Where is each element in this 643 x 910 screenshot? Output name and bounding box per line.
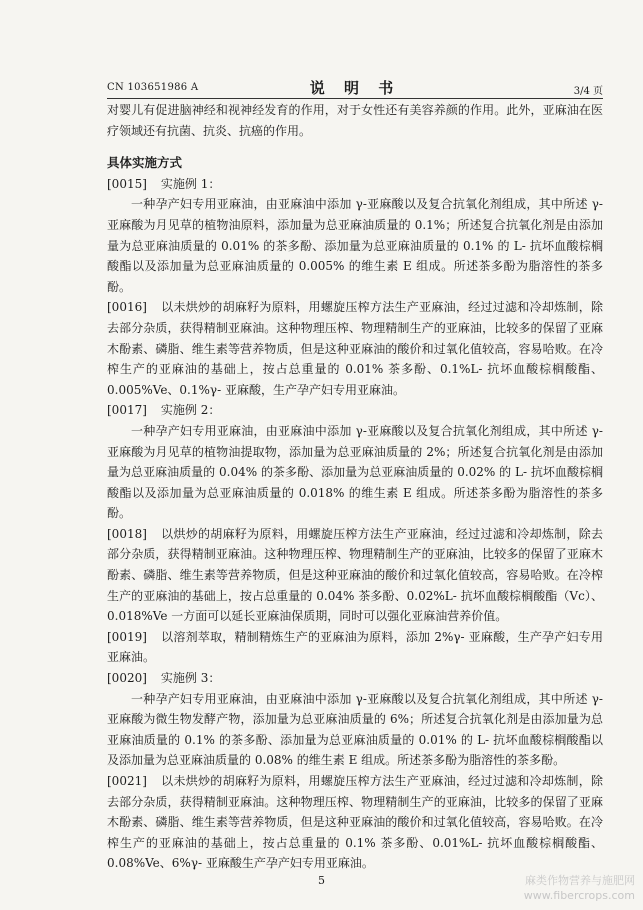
paragraph-tag: [0020] (107, 671, 147, 686)
paragraph-list (107, 174, 603, 874)
document-body (107, 100, 603, 874)
paragraph-text: 以烘炒的胡麻籽为原料，用螺旋压榨方法生产亚麻油，经过过滤和冷却炼制，除去部分杂质，获得精制亚麻油。这种物理压榨、物理精制生产的亚麻油，比较多的保留了亚麻木酚素、磷脂、维生素等营养物质，但是这种亚麻油的酸价和过氧化值较高，容易哈败。在冷榨生产的亚麻油的基础上，按占总重量的 0.04% 茶多酚、0.02%L- 抗坏血酸棕榈酸酯（Vc）、0.018%Ve 一方面可以延长亚麻油保质期，同时可以强化亚麻油营养价值。 (107, 526, 603, 624)
paragraph-text: 一种孕产妇专用亚麻油，由亚麻油中添加 γ-亚麻酸以及复合抗氧化剂组成，其中所述 γ-亚麻酸为月见草的植物油原料，添加量为总亚麻油质量的 0.1%；所述复合抗氧化剂是由添加量为总亚麻油质量的 0.01% 的茶多酚、添加量为总亚麻油质量的 0.1% 的 L- 抗坏血酸棕榈酸酯以及添加量为总亚麻油质量的 0.005% 的维生素 E 组成。所述茶多酚为脂溶性的茶多酚。 (107, 197, 603, 294)
paragraph-text: 一种孕产妇专用亚麻油，由亚麻油中添加 γ-亚麻酸以及复合抗氧化剂组成，其中所述 γ-亚麻酸为月见草的植物油提取物，添加量为总亚麻油质量的 2%；所述复合抗氧化剂是由添加量为总亚麻油质量的 0.04% 的茶多酚、添加量为总亚麻油质量的 0.02% 的 L- 抗坏血酸棕榈酸酯以及添加量为总亚麻油质量的 0.018% 的维生素 E 组成。所述茶多酚为脂溶性的茶多酚。 (107, 423, 603, 521)
paragraph-tag: [0018] (107, 526, 147, 541)
document-title: 说 明 书 (309, 79, 401, 97)
page-indicator: 3/4 页 (573, 86, 603, 97)
paragraph (107, 627, 603, 668)
paragraph (107, 524, 603, 627)
paragraph-text: 以未烘炒的胡麻籽为原料，用螺旋压榨方法生产亚麻油，经过过滤和冷却炼制，除去部分杂质，获得精制亚麻油。这种物理压榨、物理精制生产的亚麻油，比较多的保留了亚麻木酚素、磷脂、维生素等营养物质，但是这种亚麻油的酸价和过氧化值较高，容易哈败。在冷榨生产的亚麻油的基础上，按占总重量的 0.1% 茶多酚、0.01%L- 抗坏血酸棕榈酸酯、0.08%Ve、6%γ- 亚麻酸生产孕产妇专用亚麻油。 (107, 774, 603, 871)
paragraph-tag: [0015] (107, 176, 147, 191)
paragraph-text: 实施例 3： (160, 671, 221, 686)
page-number: 5 (318, 874, 325, 887)
paragraph-text: 实施例 1： (160, 176, 221, 191)
paragraph (107, 689, 603, 771)
paragraph-text: 一种孕产妇专用亚麻油，由亚麻油中添加 γ-亚麻酸以及复合抗氧化剂组成，其中所述 γ-亚麻酸为微生物发酵产物，添加量为总亚麻油质量的 6%；所述复合抗氧化剂是由添加量为总亚麻油质量的 0.1% 的茶多酚、添加量为总亚麻油质量的 0.01% 的 L- 抗坏血酸棕榈酸酯以及添加量为总亚麻油质量的 0.08% 的维生素 E 组成。所述茶多酚为脂溶性的茶多酚。 (107, 691, 603, 768)
paragraph (107, 400, 603, 421)
paragraph-text: 以未烘炒的胡麻籽为原料，用螺旋压榨方法生产亚麻油，经过过滤和冷却炼制，除去部分杂质，获得精制亚麻油。这种物理压榨、物理精制生产的亚麻油，比较多的保留了亚麻木酚素、磷脂、维生素等营养物质，但是这种亚麻油的酸价和过氧化值较高，容易哈败。在冷榨生产的亚麻油的基础上，按占总重量的 0.01% 茶多酚、0.1%L- 抗坏血酸棕榈酸酯、0.005%Ve、0.1%γ- 亚麻酸，生产孕产妇专用亚麻油。 (107, 300, 603, 397)
paragraph-tag: [0016] (107, 300, 147, 315)
paragraph-tag: [0019] (107, 629, 147, 644)
paragraph (107, 771, 603, 874)
paragraph-text: 以溶剂萃取，精制精炼生产的亚麻油为原料，添加 2%γ- 亚麻酸，生产孕产妇专用亚麻油。 (107, 629, 603, 665)
watermark-url: www.fibercrops.com (523, 889, 635, 902)
document-number: CN 103651986 A (107, 82, 199, 93)
paragraph (107, 174, 603, 195)
paragraph-tag: [0017] (107, 403, 147, 418)
paragraph-tag: [0021] (107, 774, 147, 788)
intro-paragraph: 对婴儿有促进脑神经和视神经发育的作用，对于女性还有美容养颜的作用。此外，亚麻油在医疗领域还有抗菌、抗炎、抗癌的作用。 (107, 103, 603, 138)
paragraph (107, 297, 603, 400)
page-header (107, 76, 603, 99)
paragraph (107, 194, 603, 297)
paragraph (107, 421, 603, 524)
paragraph (107, 668, 603, 689)
watermark (524, 873, 635, 903)
watermark-name: 麻类作物营养与施肥网 (525, 874, 635, 887)
section-heading: 具体实施方式 (107, 155, 183, 171)
paragraph-text: 实施例 2： (160, 403, 221, 418)
